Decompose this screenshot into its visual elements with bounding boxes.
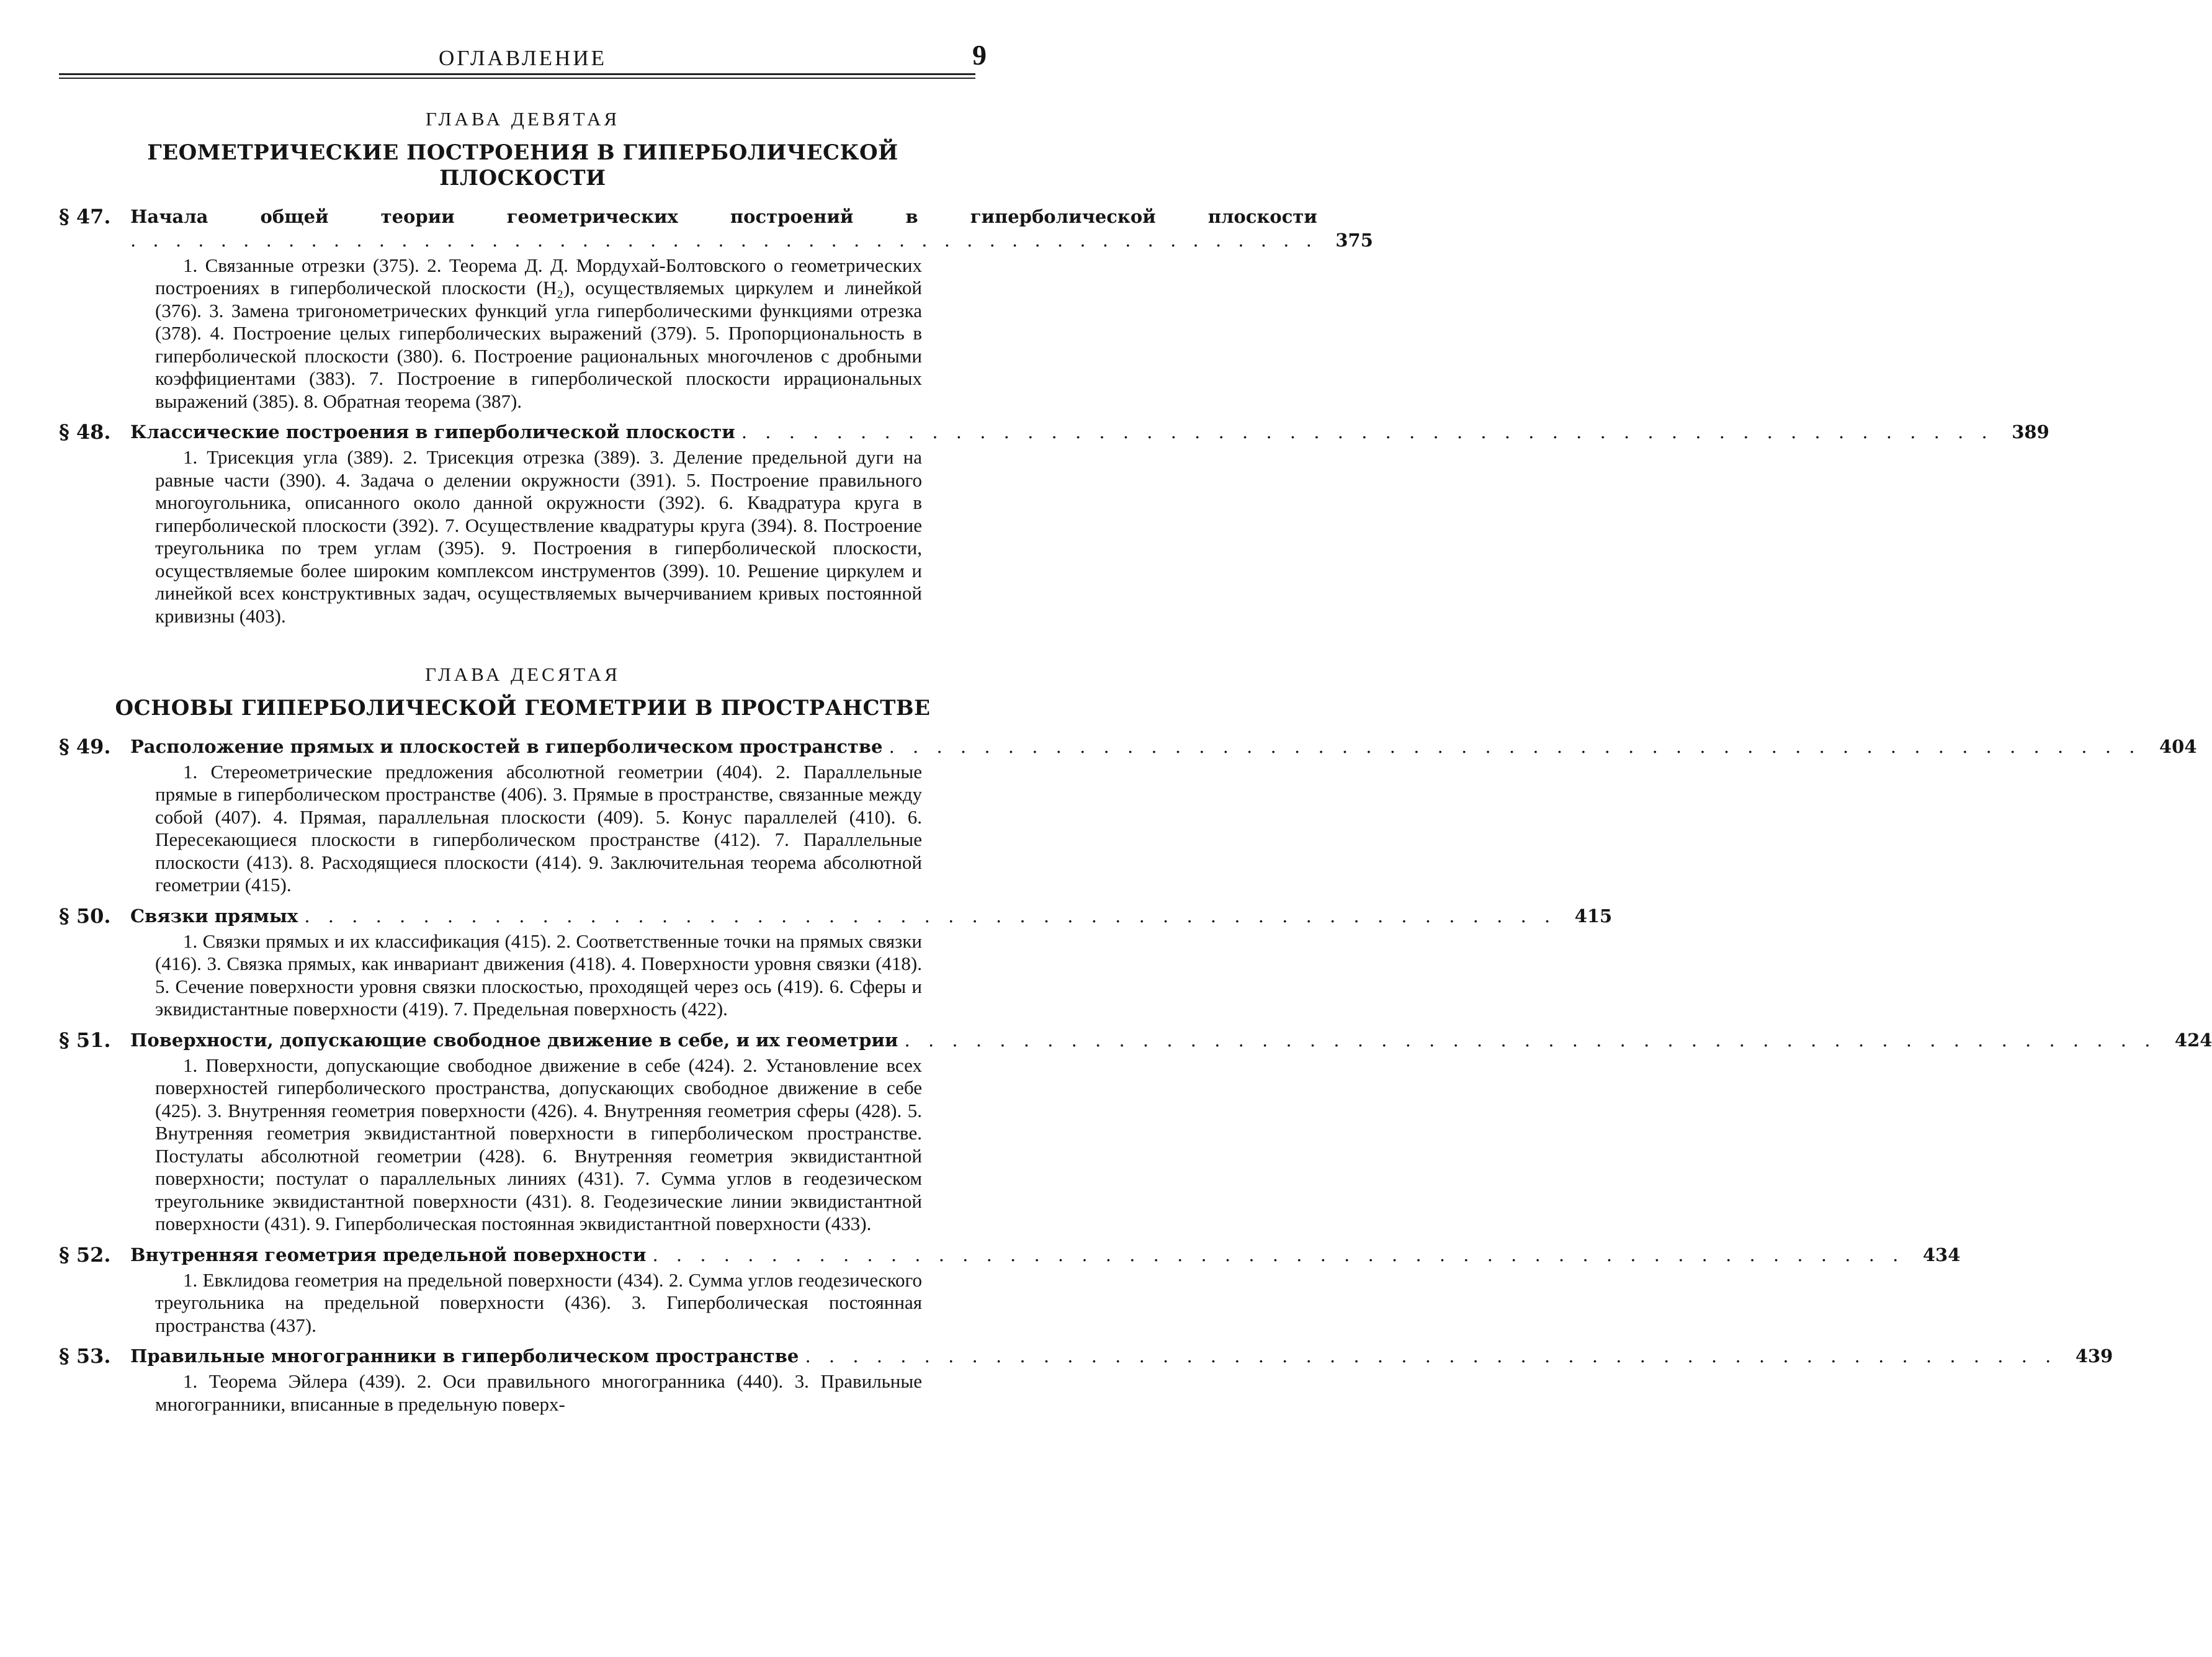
chapter-title: ГЕОМЕТРИЧЕСКИЕ ПОСТРОЕНИЯ В ГИПЕРБОЛИЧЕСКОЙ ПЛОСКОСТИ xyxy=(147,140,898,191)
chapter-label: ГЛАВА ДЕВЯТАЯ xyxy=(425,108,620,130)
toc-entry[interactable] xyxy=(59,204,1373,252)
section-number: § 49. xyxy=(59,734,111,758)
toc-entry[interactable] xyxy=(59,734,2197,758)
chapter-title: ОСНОВЫ ГИПЕРБОЛИЧЕСКОЙ ГЕОМЕТРИИ В ПРОСТРАНСТВЕ xyxy=(115,696,931,721)
running-head xyxy=(59,38,987,77)
section-contents: 1. Связанные отрезки (375). 2. Теорема Д. Д. Мордухай-Болтовского о геометрических построениях в гиперболической плоскости (H₂), осуществляемых циркулем и линейкой (376). 3. Замена тригонометрических функций угла гиперболическими функциями отрезка (378). 4. Построение целых гиперболических выражений (379). 5. Пропорциональность в гиперболической плоскости (380). 6. Построение рациональных многочленов с дробными коэффициентами (383). 7. Построение в гиперболической плоскости иррациональных выражений (385). 8. Обратная теорема (387). xyxy=(155,254,922,412)
section-number: § 53. xyxy=(59,1344,111,1368)
running-title: ОГЛАВЛЕНИЕ xyxy=(439,46,607,70)
section-title[interactable]: Начала общей теории геометрических построений в гиперболической плоскости . . . . . . . . . . . . . . . . . . . . . . . . . . . . . . . . . . . . . . . . . . . . . . . . . . . . . xyxy=(130,205,1317,251)
section-title[interactable]: Классические построения в гиперболической плоскости . . . . . . . . . . . . . . . . . . . . . . . . . . . . . . . . . . . . . . . . . . . . . . . . . . . . . xyxy=(130,421,1994,443)
section-page: 434 xyxy=(1922,1244,1961,1265)
section-page: 439 xyxy=(2075,1345,2113,1367)
section-title[interactable]: Внутренняя геометрия предельной поверхности . . . . . . . . . . . . . . . . . . . . . . . . . . . . . . . . . . . . . . . . . . . . . . . . . . . . . xyxy=(130,1244,1905,1265)
section-number: § 48. xyxy=(59,420,111,444)
section-contents: 1. Поверхности, допускающие свободное движение в себе (424). 2. Установление всех поверхностей гиперболического пространства, допускающих свободное движение в себе (425). 3. Внутренняя геометрия поверхности (426). 4. Внутренняя геометрия сферы (428). 5. Внутренняя геометрия эквидистантной поверхности в гиперболическом пространстве. Постулаты абсолютной геометрии (428). 6. Внутренняя геометрия эквидистантной поверхности; постулат о параллельных линиях (431). 7. Сумма углов в геодезическом треугольнике эквидистантной поверхности (431). 8. Геодезические линии эквидистантной поверхности (431). 9. Гиперболическая постоянная эквидистантной поверхности (433). xyxy=(155,1054,922,1235)
section-contents: 1. Евклидова геометрия на предельной поверхности (434). 2. Сумма углов геодезического треугольника на предельной поверхности (436). 3. Гиперболическая постоянная пространства (437). xyxy=(155,1269,922,1336)
section-title[interactable]: Правильные многогранники в гиперболическом пространстве . . . . . . . . . . . . . . . . . . . . . . . . . . . . . . . . . . . . . . . . . . . . . . . . . . . . . xyxy=(130,1345,2058,1367)
leader-dots: . . . . . . . . . . . . . . . . . . . . . . . . . . . . . . . . . . . . . . . . . . . . . . . . . . . . . xyxy=(130,229,1317,251)
leader-dots: . . . . . . . . . . . . . . . . . . . . . . . . . . . . . . . . . . . . . . . . . . . . . . . . . . . . . xyxy=(741,421,1994,443)
toc-entry[interactable] xyxy=(59,1242,1961,1267)
header-rule xyxy=(59,78,975,79)
section-contents: 1. Трисекция угла (389). 2. Трисекция отрезка (389). 3. Деление предельной дуги на равные части (390). 4. Задача о делении окружности (391). 5. Построение правильного многоугольника, описанного около данной окружности (392). 6. Квадратура круга в гиперболической плоскости (392). 7. Осуществление квадратуры круга (394). 8. Построение треугольника по трем углам (395). 9. Построения в гиперболической плоскости, осуществляемые более широким комплексом инструментов (399). 10. Решение циркулем и линейкой всех конструктивных задач, осуществляемых вычерчиванием кривых постоянной кривизны (403). xyxy=(155,446,922,627)
section-page: 424 xyxy=(2174,1029,2212,1051)
section-number: § 52. xyxy=(59,1242,111,1267)
leader-dots: . . . . . . . . . . . . . . . . . . . . . . . . . . . . . . . . . . . . . . . . . . . . . . . . . . . . . xyxy=(805,1345,2058,1367)
leader-dots: . . . . . . . . . . . . . . . . . . . . . . . . . . . . . . . . . . . . . . . . . . . . . . . . . . . . . xyxy=(652,1244,1905,1265)
leader-dots: . . . . . . . . . . . . . . . . . . . . . . . . . . . . . . . . . . . . . . . . . . . . . . . . . . . . . xyxy=(889,735,2141,757)
leader-dots: . . . . . . . . . . . . . . . . . . . . . . . . . . . . . . . . . . . . . . . . . . . . . . . . . . . . . xyxy=(304,905,1557,927)
section-number: § 47. xyxy=(59,204,111,228)
section-contents: 1. Теорема Эйлера (439). 2. Оси правильного многогранника (440). 3. Правильные многогранники, вписанные в предельную поверх- xyxy=(155,1370,922,1415)
leader-dots: . . . . . . . . . . . . . . . . . . . . . . . . . . . . . . . . . . . . . . . . . . . . . . . . . . . . . xyxy=(904,1029,2157,1051)
section-title[interactable]: Связки прямых . . . . . . . . . . . . . . . . . . . . . . . . . . . . . . . . . . . . . . . . . . . . . . . . . . . . . xyxy=(130,905,1557,927)
section-page: 404 xyxy=(2159,735,2197,757)
section-contents: 1. Связки прямых и их классификация (415). 2. Соответственные точки на прямых связки (416). 3. Связка прямых, как инвариант движения (418). 4. Поверхности уровня связки (418). 5. Сечение поверхности уровня связки плоскостью, проходящей через ось (419). 6. Сферы и эквидистантные поверхности (419). 7. Предельная поверхность (422). xyxy=(155,930,922,1020)
section-page: 375 xyxy=(1335,229,1373,251)
section-number: § 50. xyxy=(59,904,111,928)
section-title[interactable]: Поверхности, допускающие свободное движение в себе, и их геометрии . . . . . . . . . . . . . . . . . . . . . . . . . . . . . . . . . . . . . . . . . . . . . . . . . . . . . xyxy=(130,1029,2157,1051)
section-title[interactable]: Расположение прямых и плоскостей в гиперболическом пространстве . . . . . . . . . . . . . . . . . . . . . . . . . . . . . . . . . . . . . . . . . . . . . . . . . . . . . xyxy=(130,735,2141,757)
section-number: § 51. xyxy=(59,1028,111,1052)
toc-page xyxy=(59,38,2212,1416)
toc-entry[interactable] xyxy=(59,1028,2212,1052)
section-page: 389 xyxy=(2012,421,2049,443)
toc-entry[interactable] xyxy=(59,420,2049,444)
section-contents: 1. Стереометрические предложения абсолютной геометрии (404). 2. Параллельные прямые в гиперболическом пространстве (406). 3. Прямые в пространстве, связанные между собой (407). 4. Прямая, параллельная плоскости (409). 5. Конус параллелей (410). 6. Пересекающиеся плоскости в гиперболическом пространстве (412). 7. Параллельные плоскости (413). 8. Расходящиеся плоскости (414). 9. Заключительная теорема абсолютной геометрии (415). xyxy=(155,760,922,896)
section-page: 415 xyxy=(1574,905,1613,927)
chapter-label: ГЛАВА ДЕСЯТАЯ xyxy=(425,663,620,686)
header-rule xyxy=(59,73,975,75)
toc-entry[interactable] xyxy=(59,904,1613,928)
page-number: 9 xyxy=(972,39,987,71)
toc-entry[interactable] xyxy=(59,1344,2113,1368)
